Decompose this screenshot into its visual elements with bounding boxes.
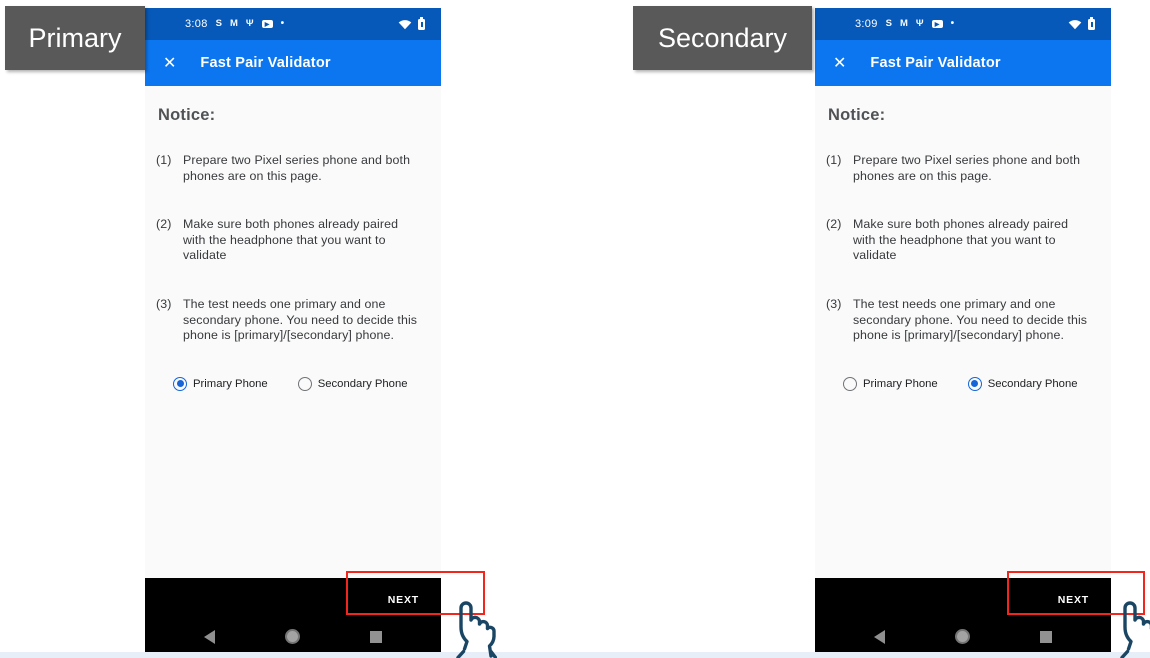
radio-label: Primary Phone	[863, 377, 938, 390]
item-text: Prepare two Pixel series phone and both phones are on this page.	[853, 153, 1081, 183]
phone-screenshot-secondary	[815, 8, 1111, 652]
usb-debugging-icon: Ψ	[915, 18, 924, 30]
notice-item-1	[156, 153, 423, 184]
app-bar	[145, 40, 441, 86]
android-nav-bar	[815, 621, 1111, 652]
notice-item-3	[826, 297, 1093, 344]
radio-label: Secondary Phone	[317, 377, 408, 390]
primary-phone-radio[interactable]	[843, 377, 938, 391]
caption-secondary: Secondary	[633, 6, 812, 70]
status-bar	[815, 8, 1111, 40]
item-number: (3)	[826, 296, 842, 311]
item-text: Make sure both phones already paired with the headphone that you want to validate	[853, 217, 1069, 263]
phone-role-radio-group	[173, 377, 423, 391]
gmail-icon: M	[899, 18, 908, 30]
phone-screenshot-primary	[145, 8, 441, 652]
recents-button-icon[interactable]	[370, 631, 382, 643]
home-button-icon[interactable]	[955, 629, 970, 644]
youtube-icon: ▶	[262, 20, 273, 28]
radio-icon[interactable]	[173, 377, 187, 391]
secondary-phone-radio[interactable]	[298, 377, 408, 391]
radio-icon[interactable]	[968, 377, 982, 391]
close-icon[interactable]: ✕	[163, 55, 177, 72]
more-notifications-dot: •	[280, 18, 285, 29]
back-button-icon[interactable]	[204, 630, 215, 644]
primary-phone-radio[interactable]	[173, 377, 268, 391]
more-notifications-dot: •	[950, 18, 955, 29]
item-text: Make sure both phones already paired with the headphone that you want to validate	[183, 217, 399, 263]
notice-item-3	[156, 297, 423, 344]
tap-hand-icon	[1113, 598, 1150, 658]
notice-item-1	[826, 153, 1093, 184]
notice-heading: Notice:	[828, 106, 886, 124]
s-app-icon: S	[215, 18, 222, 30]
status-bar-right	[1068, 18, 1095, 30]
wifi-icon	[398, 18, 412, 30]
phone-role-radio-group	[843, 377, 1093, 391]
notice-content	[815, 86, 1111, 578]
status-bar	[145, 8, 441, 40]
radio-label: Secondary Phone	[987, 377, 1078, 390]
notice-item-2	[826, 217, 1093, 264]
notice-heading: Notice:	[158, 106, 216, 124]
notice-item-2	[156, 217, 423, 264]
recents-button-icon[interactable]	[1040, 631, 1052, 643]
home-button-icon[interactable]	[285, 629, 300, 644]
battery-icon	[1088, 19, 1095, 30]
item-number: (1)	[826, 153, 842, 167]
status-bar-right	[398, 18, 425, 30]
item-text: Prepare two Pixel series phone and both phones are on this page.	[183, 153, 411, 183]
clock: 3:09	[855, 18, 878, 30]
item-text: The test needs one primary and one secondary phone. You need to decide this phone is [primary]/[secondary] phone.	[853, 296, 1088, 343]
wifi-icon	[1068, 18, 1082, 30]
battery-icon	[418, 19, 425, 30]
item-text: The test needs one primary and one secondary phone. You need to decide this phone is [primary]/[secondary] phone.	[183, 296, 418, 343]
android-nav-bar	[145, 621, 441, 652]
item-number: (2)	[156, 217, 172, 232]
caption-primary: Primary	[5, 6, 145, 70]
radio-label: Primary Phone	[193, 377, 268, 390]
tap-hand-icon	[449, 598, 497, 658]
app-title: Fast Pair Validator	[200, 55, 331, 71]
close-icon[interactable]: ✕	[833, 55, 847, 72]
notice-content	[145, 86, 441, 578]
radio-icon[interactable]	[298, 377, 312, 391]
next-button[interactable]: NEXT	[1057, 593, 1089, 606]
next-button[interactable]: NEXT	[387, 593, 419, 606]
item-number: (3)	[156, 296, 172, 311]
bottom-strip	[0, 652, 1150, 658]
usb-debugging-icon: Ψ	[245, 18, 254, 30]
gmail-icon: M	[229, 18, 238, 30]
item-number: (1)	[156, 153, 172, 167]
radio-icon[interactable]	[843, 377, 857, 391]
app-title: Fast Pair Validator	[870, 55, 1001, 71]
app-bar	[815, 40, 1111, 86]
status-bar-left	[185, 18, 398, 30]
clock: 3:08	[185, 18, 208, 30]
secondary-phone-radio[interactable]	[968, 377, 1078, 391]
s-app-icon: S	[885, 18, 892, 30]
youtube-icon: ▶	[932, 20, 943, 28]
item-number: (2)	[826, 217, 842, 232]
status-bar-left	[855, 18, 1068, 30]
back-button-icon[interactable]	[874, 630, 885, 644]
